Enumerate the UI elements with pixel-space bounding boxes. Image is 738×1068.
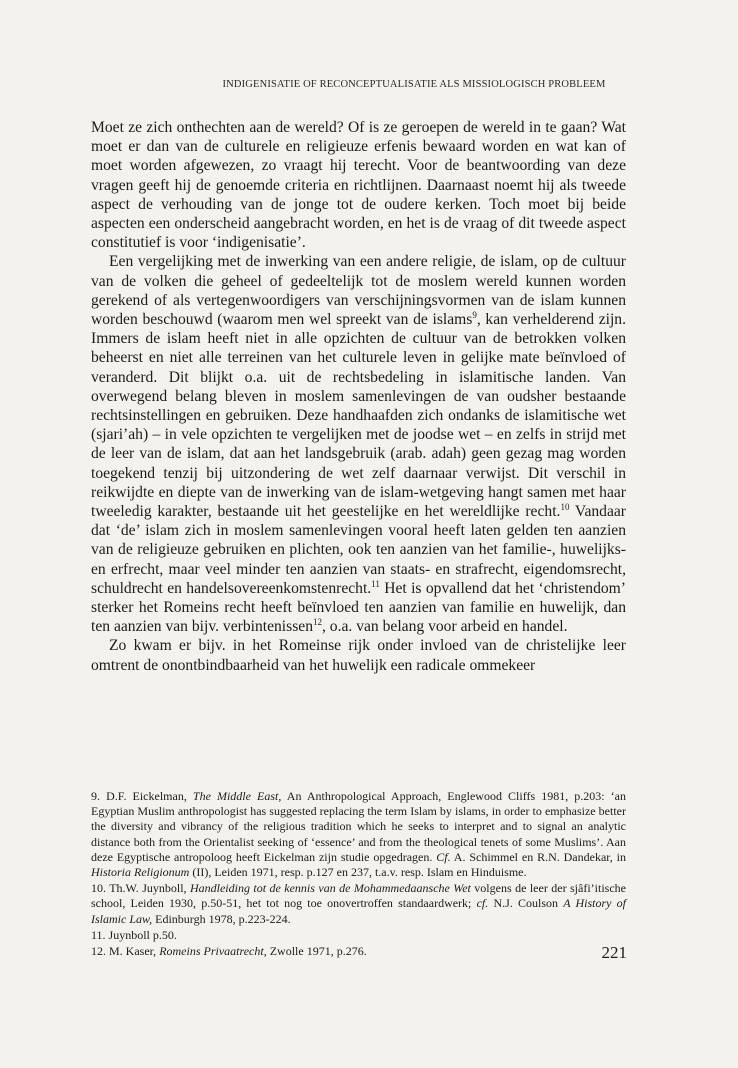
- footnote-11: 11. Juynboll p.50.: [91, 927, 177, 942]
- footnote-9-title: The Middle East,: [192, 789, 282, 803]
- footnote-10-text-b: N.J. Coulson: [488, 896, 564, 911]
- footnote-ref-10: 10: [560, 502, 570, 513]
- footnote-9-text-a: An Anthropological Approach, Englewood Cliffs 1981, p.203: ‘an Egyptian Muslim anthropologist has suggested replacing the term Islam by islams, in order to emphasize better the diversity and vibrancy of the religious tradition which he seeks to interpret and to signal an analytic distance both from the Orientalist seeking of ‘essence’ and from the theological tenets of some Muslims’. Aan deze Egyptische antropoloog heeft Eickelman zijn studie opgedragen.: [91, 789, 626, 864]
- paragraph-1: Moet ze zich onthechten aan de wereld? Of is ze geroepen de wereld in te gaan? Wat moet er dan van de culturele en religieuze erfenis bewaard worden en wat kan of moet worden afgewezen, zo vraagt hij terecht. Voor de beantwoording van deze vragen geeft hij de genoemde criteria en richtlijnen. Daarnaast noemt hij als tweede aspect de verhouding van de jonge tot de oudere kerken. Toch moet bij beide aspecten een onderscheid aangebracht worden, en het is de vraag of dit tweede aspect constitutief is voor ‘indigenisatie’.: [91, 119, 626, 252]
- footnote-ref-11: 11: [371, 578, 380, 589]
- footnotes: [91, 789, 626, 959]
- paragraph-2: [91, 252, 626, 636]
- paragraph-2-text-3: Vandaar dat ‘de’ islam zich in moslem samenlevingen vooral heeft laten gelden ten aanzien van de religieuze gebruiken en plichten, ook ten aanzien van het familie-, huwelijks- en erfrecht, maar veel minder ten aanzien van staats- en strafrecht, eigendomsrecht, schuldrecht en handelsovereenkomstenrecht.: [91, 503, 626, 597]
- footnote-ref-9: 9: [472, 310, 477, 321]
- footnote-10-title-2: A History of Islamic Law,: [91, 896, 627, 926]
- page-number: 221: [601, 943, 627, 962]
- footnote-12-lead: 12. M. Kaser,: [91, 944, 160, 959]
- main-text: [91, 118, 626, 675]
- footnote-10: [91, 881, 626, 927]
- footnote-12-text-a: Zwolle 1971, p.276.: [266, 944, 367, 959]
- paragraph-2-text-2: , kan verhelderend zijn. Immers de islam heeft niet in alle opzichten de cultuur van de betrokken volken beheerst en niet alle terreinen van het culturele leven in gelijke mate beïnvloed of veranderd. Dit blijkt o.a. uit de rechtsbedeling in islamitische landen. Van overwegend belang bleven in moslem samenlevingen de van oudsher bestaande rechtsinstellingen en gebruiken. Deze handhaafden zich ondanks de islamitische wet (sjari’ah) – in vele opzichten te vergelijken met de joodse wet – en zelfs in strijd met de leer van de islam, dat aan het landsgebruik (arab. adah) geen gezag mag worden toegekend tenzij bij uitzondering de wet zelf daarnaar verwijst. Dit verschil in reikwijdte en diepte van de inwerking van de islam-wetgeving hangt samen met haar tweeledig karakter, bestaande uit het geestelijke en het wereldlijke recht.: [91, 311, 626, 521]
- footnote-12: [91, 944, 626, 959]
- footnote-10-cf: cf.: [476, 896, 489, 911]
- footnote-10-lead: 10. Th.W. Juynboll,: [91, 881, 190, 896]
- footnote-9-lead: 9. D.F. Eickelman,: [91, 789, 193, 803]
- footnote-12-title: Romeins Privaatrecht,: [159, 944, 267, 959]
- footnote-9-text-c: (II), Leiden 1971, resp. p.127 en 237, t.a.v. resp. Islam en Hinduisme.: [189, 865, 527, 880]
- paragraph-3: Zo kwam er bijv. in het Romeinse rijk onder invloed van de christelijke leer omtrent de onontbindbaarheid van het huwelijk een radicale ommekeer: [91, 637, 626, 674]
- footnote-9-title-2: Historia Religionum: [91, 865, 190, 880]
- footnote-ref-12: 12: [313, 617, 322, 628]
- footnote-10-text-c: Edinburgh 1978, p.223-224.: [152, 911, 291, 926]
- paragraph-2-text-5: , o.a. van belang voor arbeid en handel.: [322, 618, 568, 636]
- paragraph-2-text-1: Een vergelijking met de inwerking van een andere religie, de islam, op de cultuur van de volken die geheel of gedeeltelijk tot de moslem wereld kunnen worden gerekend of als vertegenwoordigers van verschijningsvormen van de islam kunnen worden beschouwd (waarom men wel spreekt van de islams: [91, 253, 626, 329]
- footnote-10-text-a: volgens de leer der sjâfi’itische school, Leiden 1930, p.50-51, het tot nog toe onovertroffen standaardwerk;: [91, 881, 626, 911]
- footnote-10-title: Handleiding tot de kennis van de Mohammedaansche Wet: [189, 881, 471, 896]
- footnote-9-text-b: A. Schimmel en R.N. Dandekar, in: [450, 849, 626, 864]
- paragraph-2-text-4: Het is opvallend dat het ‘christendom’ sterker het Romeins recht heeft beïnvloed ten aanzien van familie en huwelijk, dan ten aanzien van bijv. verbintenissen: [91, 579, 626, 636]
- footnote-9: [91, 789, 626, 880]
- footnote-9-cf: Cf.: [436, 849, 451, 864]
- running-head: INDIGENISATIE OF RECONCEPTUALISATIE ALS MISSIOLOGISCH PROBLEEM: [222, 79, 606, 90]
